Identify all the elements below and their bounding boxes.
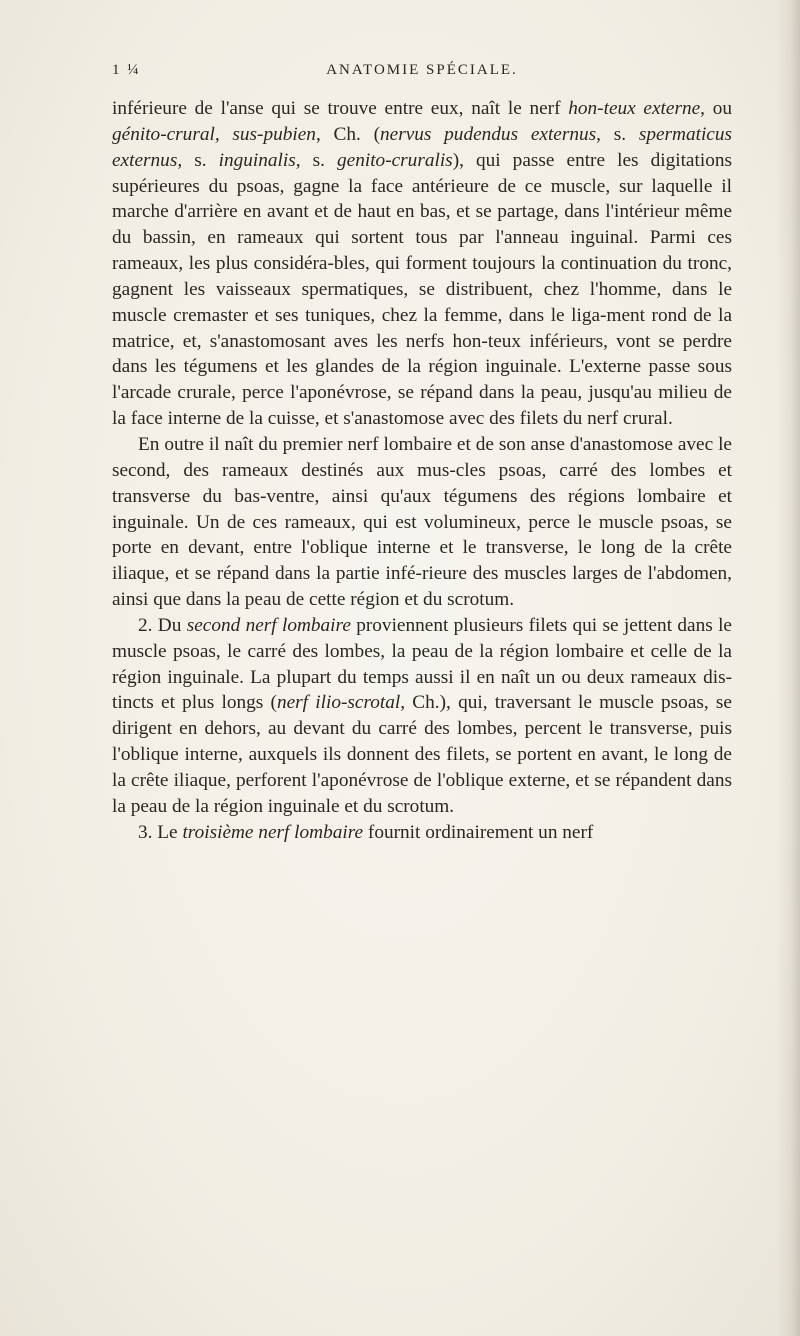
text-run: , Ch.), qui, traversant le muscle psoas, se dirigent en dehors, au devant du carré des lombes, percent le transverse, puis l'oblique interne, auxquels ils donnent des filets, se portent en avant, le long de la crête iliaque, perforent l'aponévrose de l'oblique externe, et se répandent dans la peau de la région inguinale et du scrotum. [112,692,732,817]
italic-term: second nerf lombaire [186,614,351,636]
italic-term: spermaticus externus [112,123,732,171]
italic-term: nerf ilio-scrotal [276,692,401,714]
page-number: 1 ¼ [112,62,141,78]
text-run: proviennent plusieurs filets qui se jettent dans le muscle psoas, le carré des lombes, la peau de la région lombaire et celle de la région inguinale. La plupart du temps aussi il en naît un ou deux rameaux dis-tincts et plus longs ( [112,614,732,714]
text-run: En outre il naît du premier nerf lombaire et de son anse d'anastomose avec le second, des rameaux destinés aux mus-cles psoas, carré des lombes et transverse du bas-ventre, ainsi qu'aux tégumens des régions lombaire et inguinale. Un de ces rameaux, qui est volumineux, perce le muscle psoas, se porte en devant, entre l'oblique interne et le transverse, le long de la crête iliaque, et se répand dans la partie infé-rieure des muscles larges de l'abdomen, ainsi que dans la peau de cette région et du scrotum. [112,433,732,611]
paragraph [112,613,732,820]
text-run: , ou [700,98,733,119]
page-header [112,62,732,84]
italic-term: inguinalis [218,149,296,171]
text-run: , s. [596,123,639,145]
page-edge-shadow [776,0,800,1336]
text-run: 2. Du [138,614,187,636]
italic-term: nervus pudendus externus [380,123,597,145]
italic-term: troisième nerf lombaire [182,821,364,843]
text-run: , Ch. ( [315,123,381,145]
paragraph [112,96,732,432]
running-title: ANATOMIE SPÉCIALE. [326,62,518,78]
text-run: inférieure de l'anse qui se trouve entre eux, naît le nerf [112,98,569,119]
text-run: , s. [295,149,337,171]
paragraph [112,820,732,846]
italic-term: génito-crural, sus-pubien [112,123,316,145]
text-run: 3. Le [138,821,183,843]
text-run: fournit ordinairement un nerf [363,821,594,843]
paragraph [112,432,732,613]
text-run: ), qui passe entre les digitations supérieures du psoas, gagne la face antérieure de ce muscle, sur laquelle il marche d'arrière en avant et de haut en bas, et se partage, dans l'intérieur même du bassin, en rameaux qui sortent tous par l'anneau inguinal. Parmi ces rameaux, les plus considéra-bles, qui forment toujours la continuation du tronc, gagnent les vaisseaux spermatiques, se distribuent, chez l'homme, dans le muscle cremaster et ses tuniques, chez la femme, dans le liga-ment rond de la matrice, et, s'anastomosant aves les nerfs hon-teux inférieurs, vont se perdre dans les tégumens et les glandes de la région inguinale. L'externe passe sous l'arcade crurale, perce l'aponévrose, se répand dans la peau, jusqu'au milieu de la face interne de la cuisse, et s'anastomose avec des filets du nerf crural. [112,149,732,430]
text-run: , s. [177,149,219,171]
italic-term: genito-cruralis [337,149,453,171]
body-text [112,96,732,845]
italic-term: hon-teux externe [568,98,701,119]
